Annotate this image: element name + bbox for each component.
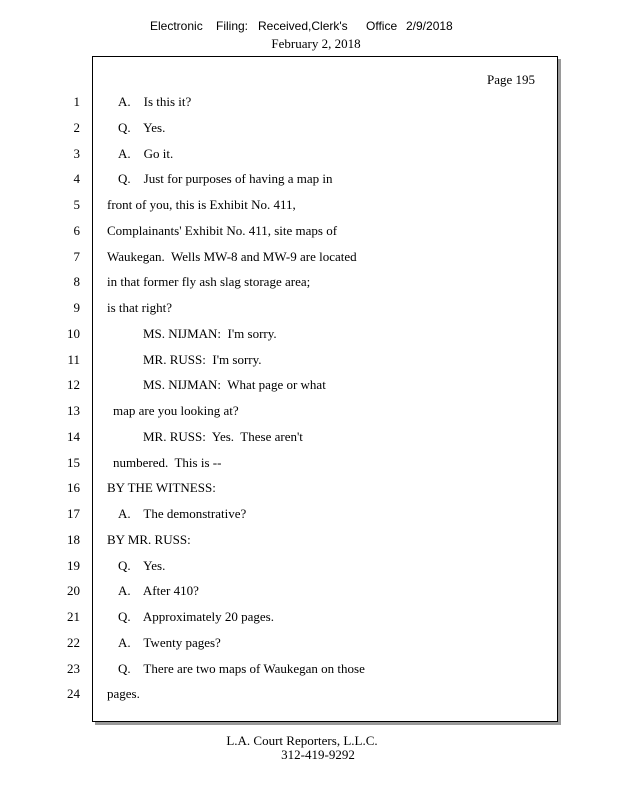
line-number: 20 (67, 583, 80, 599)
line-text: front of you, this is Exhibit No. 411, (107, 197, 296, 212)
transcript-line (0, 326, 618, 344)
line-text: MR. RUSS: Yes. These aren't (143, 428, 303, 444)
line-number: 11 (67, 351, 80, 367)
line-number: 4 (73, 171, 80, 187)
transcript-line (0, 686, 618, 704)
line-text: Waukegan. Wells MW-8 and MW-9 are located (107, 248, 357, 264)
transcript-line (0, 352, 618, 370)
line-number: 19 (67, 557, 80, 573)
line-number: 15 (67, 454, 80, 470)
line-text: is that right? (107, 300, 172, 315)
transcript-line (0, 480, 618, 498)
transcript-line (0, 223, 618, 241)
line-text: Q. Yes. (118, 557, 166, 573)
line-number: 14 (67, 428, 80, 444)
line-text: BY THE WITNESS: (107, 480, 216, 496)
line-text: Complainants' Exhibit No. 411, site maps of (107, 222, 338, 238)
line-number: 10 (67, 325, 80, 341)
reporter-company: L.A. Court Reporters, L.L.C. (226, 733, 378, 748)
line-number: 7 (73, 248, 80, 264)
filing-date-stamp: 2/9/2018 (406, 19, 453, 33)
line-text: MS. NIJMAN: What page or what (143, 377, 326, 393)
transcript-line (0, 300, 618, 318)
transcript-line (0, 429, 618, 447)
line-text: Q. Just for purposes of having a map in (118, 171, 333, 187)
transcript-line (0, 146, 618, 164)
line-text: Q. Yes. (118, 119, 166, 135)
reporter-phone: 312-419-9292 (281, 747, 355, 762)
filing-word-office: Office (366, 19, 398, 33)
transcript-line (0, 249, 618, 267)
line-text: A. Is this it? (118, 94, 192, 109)
transcript-line (0, 532, 618, 550)
line-number: 1 (73, 94, 80, 109)
line-number: 17 (67, 506, 80, 521)
line-number: 2 (73, 119, 80, 135)
line-text: MS. NIJMAN: I'm sorry. (143, 325, 277, 341)
line-number: 6 (73, 222, 80, 238)
transcript-line (0, 377, 618, 395)
transcript-date: February 2, 2018 (271, 36, 361, 51)
transcript-line (0, 455, 618, 473)
line-text: Q. Approximately 20 pages. (118, 609, 274, 624)
transcript-line (0, 94, 618, 112)
line-text: Q. There are two maps of Waukegan on those (118, 660, 365, 676)
transcript-line (0, 120, 618, 138)
line-text: BY MR. RUSS: (107, 531, 191, 547)
line-text: MR. RUSS: I'm sorry. (143, 351, 262, 367)
filing-word-received: Received,Clerk's (258, 19, 348, 33)
transcript-line (0, 506, 618, 524)
line-number: 23 (67, 660, 80, 676)
line-text: in that former fly ash slag storage area; (107, 274, 311, 290)
transcript-line (0, 171, 618, 189)
line-text: A. Twenty pages? (118, 634, 221, 650)
line-text: numbered. This is -- (113, 454, 222, 470)
line-text: map are you looking at? (113, 403, 239, 418)
filing-word-electronic: Electronic (150, 19, 203, 33)
transcript-line (0, 609, 618, 627)
line-number: 3 (73, 145, 80, 161)
transcript-line (0, 558, 618, 576)
transcript-line (0, 635, 618, 653)
line-number: 8 (73, 274, 80, 290)
transcript-line (0, 403, 618, 421)
line-text: pages. (107, 686, 140, 702)
line-number: 16 (67, 480, 80, 496)
transcript-line (0, 661, 618, 679)
line-number: 13 (67, 403, 80, 418)
page-number: Page 195 (487, 72, 536, 87)
line-number: 24 (67, 686, 80, 702)
line-number: 21 (67, 609, 80, 624)
transcript-line (0, 197, 618, 215)
line-number: 22 (67, 634, 80, 650)
transcript-line (0, 274, 618, 292)
line-text: A. Go it. (118, 145, 174, 161)
line-number: 18 (67, 531, 80, 547)
line-number: 9 (73, 300, 80, 315)
line-number: 5 (73, 197, 80, 212)
line-text: A. The demonstrative? (118, 506, 247, 521)
line-number: 12 (67, 377, 80, 393)
transcript-line (0, 583, 618, 601)
filing-word-filing: Filing: (216, 19, 249, 33)
line-text: A. After 410? (118, 583, 199, 599)
